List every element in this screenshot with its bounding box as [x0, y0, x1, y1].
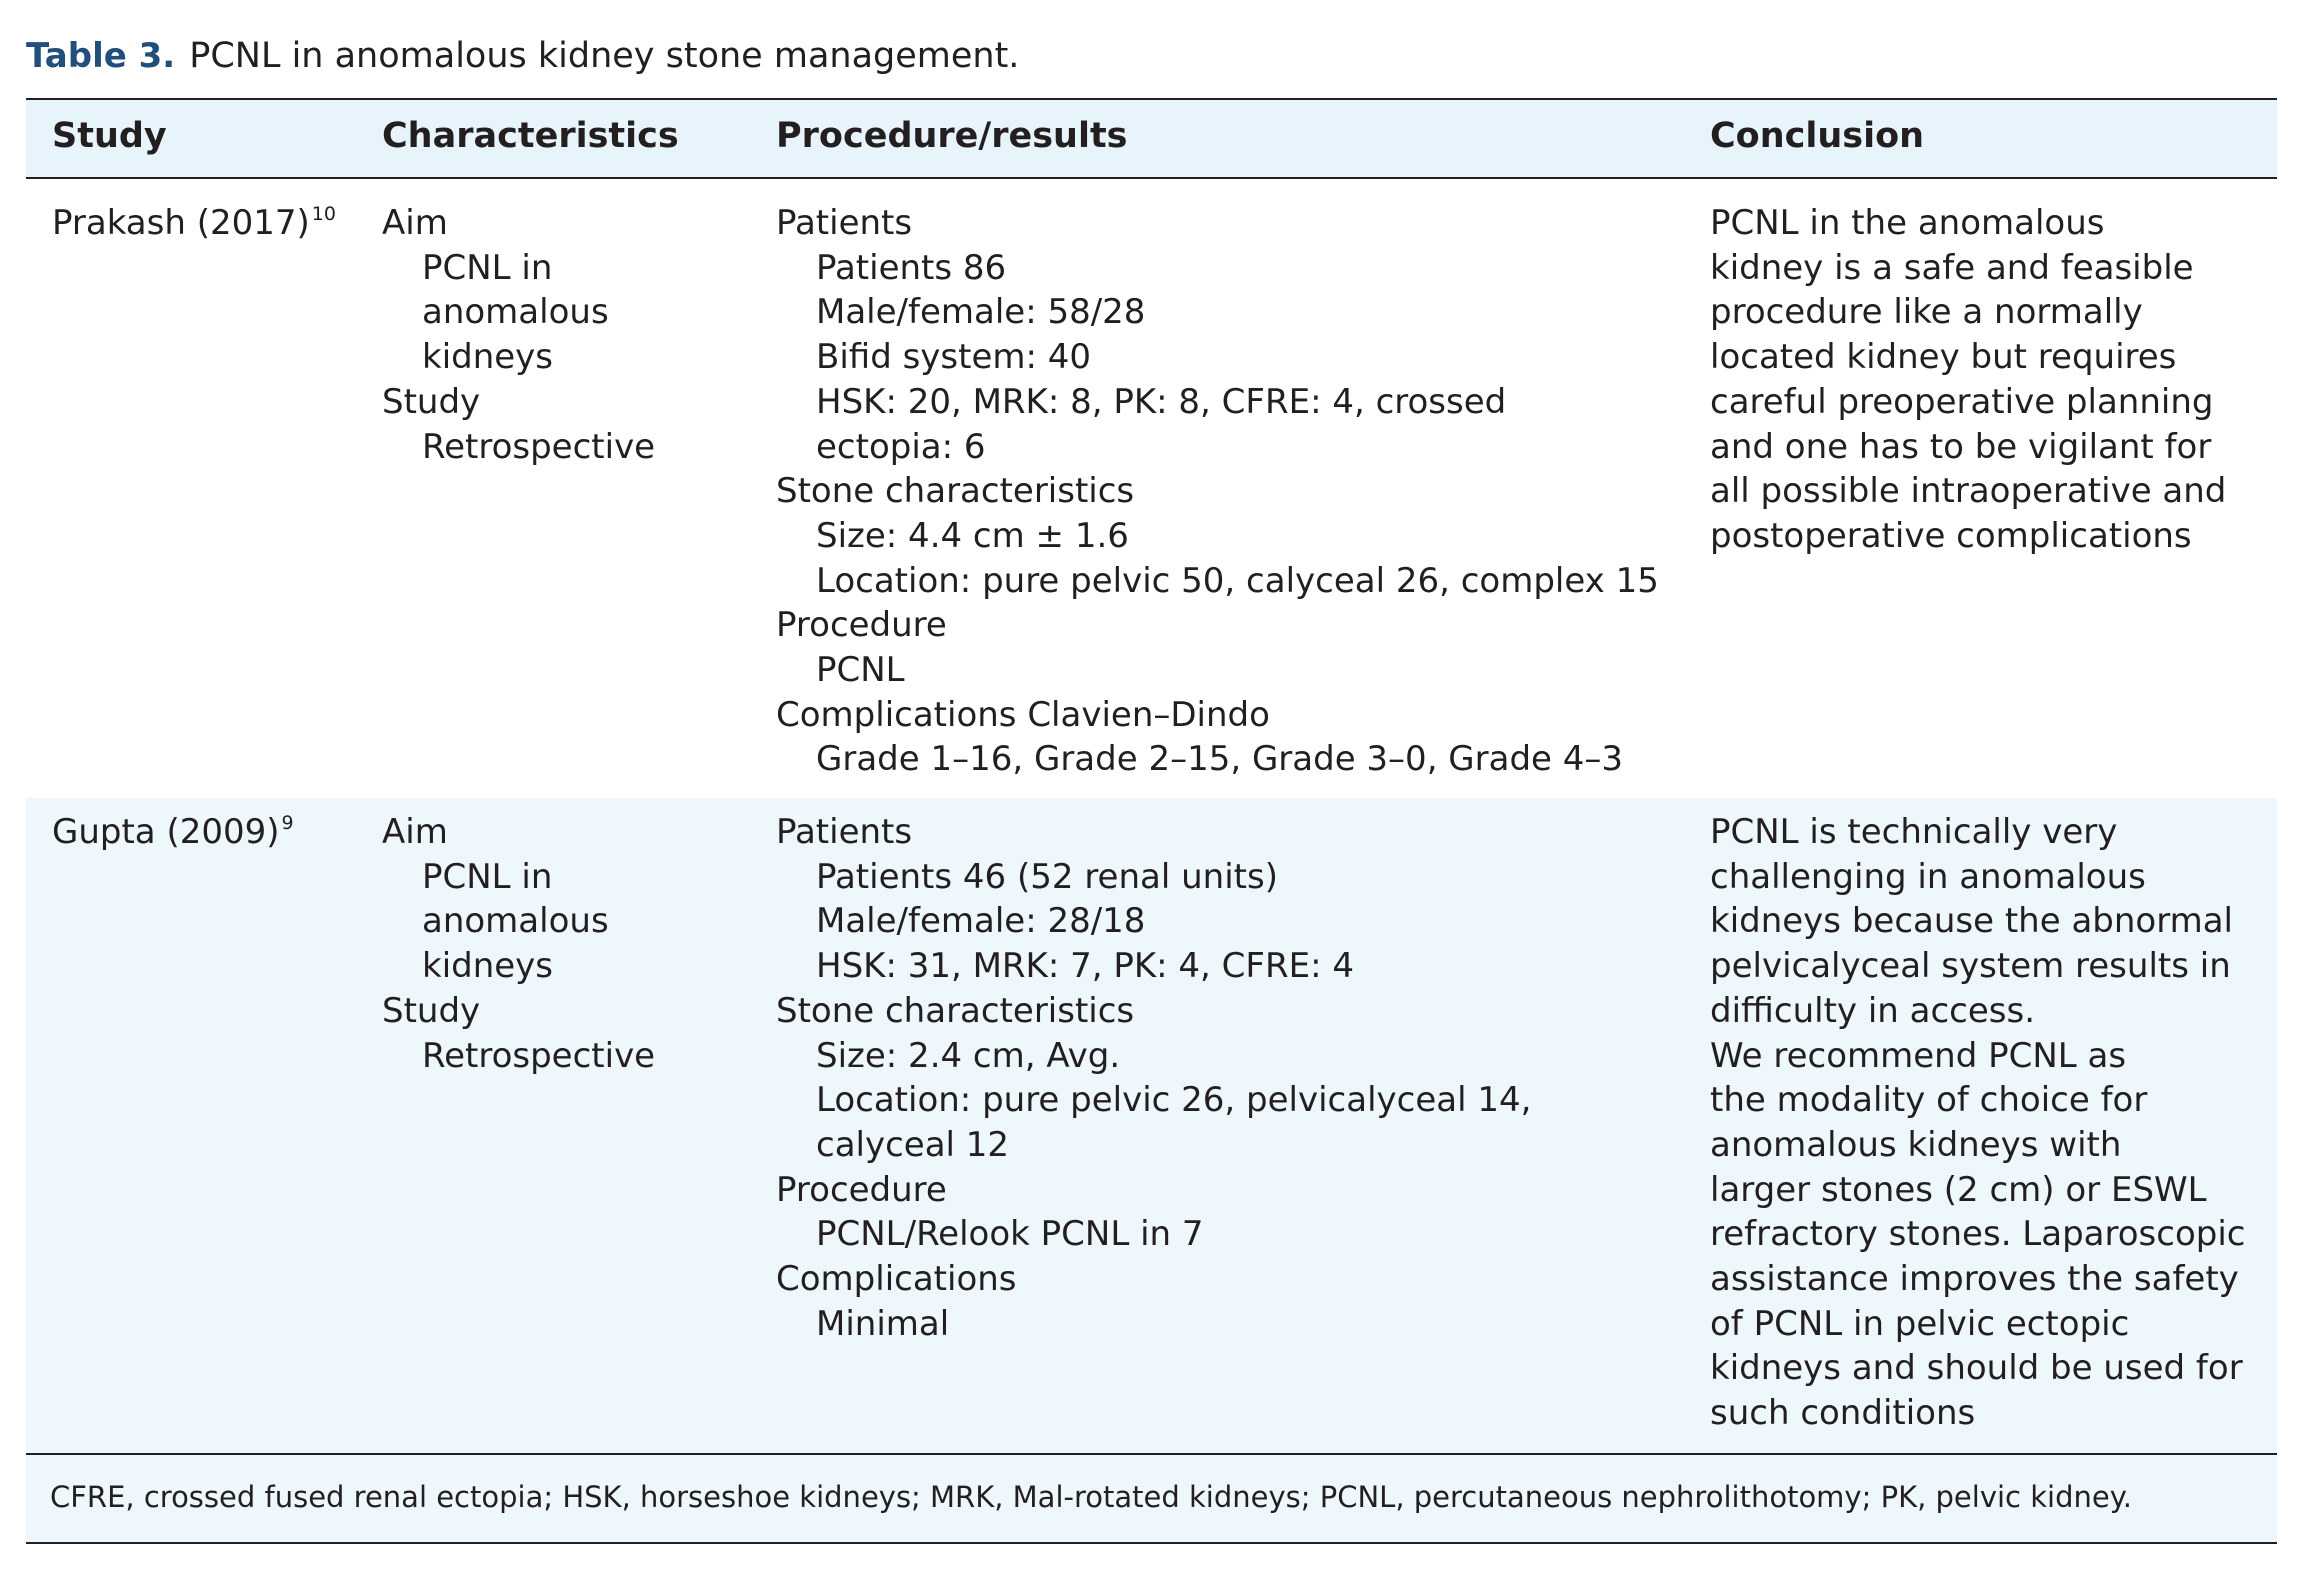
proc-line: Procedure	[776, 605, 947, 646]
footnote: CFRE, crossed fused renal ectopia; HSK, horseshoe kidneys; MRK, Mal-rotated kidneys; PCNL, percutaneous nephrolithotomy; PK, pelvic kidney.	[50, 1480, 2132, 1514]
concl-line: the modality of choice for	[1710, 1080, 2148, 1121]
proc-line: Location: pure pelvic 26, pelvicalyceal 14,	[816, 1080, 1532, 1121]
proc-line: Patients	[776, 203, 913, 243]
proc-line: PCNL/Relook PCNL in 7	[816, 1214, 1204, 1255]
header-study: Study	[52, 116, 167, 156]
char-line: PCNL in	[422, 247, 553, 288]
concl-line: careful preoperative planning	[1710, 381, 2214, 422]
proc-line: Complications Clavien–Dindo	[776, 694, 1270, 735]
concl-line: such conditions	[1710, 1393, 1976, 1434]
concl-line: PCNL in the anomalous	[1710, 203, 2105, 243]
reference-number: 9	[281, 812, 294, 834]
concl-line: pelvicalyceal system results in	[1710, 946, 2231, 987]
proc-line: HSK: 31, MRK: 7, PK: 4, CFRE: 4	[816, 946, 1354, 987]
char-line: Retrospective	[422, 1035, 656, 1076]
row-1-characteristics	[382, 201, 655, 469]
concl-line: assistance improves the safety	[1710, 1259, 2239, 1300]
row-1-conclusion	[1710, 201, 2226, 559]
concl-line: all possible intraoperative and	[1710, 471, 2227, 512]
char-line: PCNL in	[422, 856, 553, 897]
proc-line: Size: 4.4 cm ± 1.6	[816, 515, 1129, 556]
proc-line: Patients 86	[816, 247, 1007, 288]
proc-line: HSK: 20, MRK: 8, PK: 8, CFRE: 4, crossed	[816, 381, 1507, 422]
concl-line: postoperative complications	[1710, 515, 2192, 556]
proc-line: Patients 46 (52 renal units)	[816, 856, 1278, 897]
table-label: Table 3.	[26, 36, 176, 76]
reference-number: 10	[311, 203, 336, 225]
char-line: Aim	[382, 203, 448, 243]
proc-line: Male/female: 28/18	[816, 901, 1146, 942]
bottom-rule	[26, 1542, 2277, 1544]
concl-line: difficulty in access.	[1710, 990, 2036, 1031]
proc-line: Complications	[776, 1259, 1017, 1300]
char-line: Study	[382, 381, 481, 422]
row-1-procedure	[776, 201, 1659, 782]
concl-line: We recommend PCNL as	[1710, 1035, 2127, 1076]
concl-line: kidneys and should be used for	[1710, 1348, 2243, 1389]
study-name: Gupta (2009)	[52, 812, 280, 852]
proc-line: Minimal	[816, 1303, 950, 1344]
concl-line: PCNL is technically very	[1710, 812, 2118, 852]
row-2-characteristics	[382, 810, 655, 1078]
proc-line: Grade 1–16, Grade 2–15, Grade 3–0, Grade 4–3	[816, 739, 1624, 780]
row-2-conclusion	[1710, 810, 2245, 1436]
concl-line: larger stones (2 cm) or ESWL	[1710, 1169, 2207, 1210]
header-row	[26, 100, 2277, 178]
proc-line: calyceal 12	[816, 1124, 1010, 1165]
concl-line: anomalous kidneys with	[1710, 1124, 2122, 1165]
concl-line: kidneys because the abnormal	[1710, 901, 2233, 942]
proc-line: Size: 2.4 cm, Avg.	[816, 1035, 1121, 1076]
header-procedure: Procedure/results	[776, 116, 1128, 156]
table-caption	[26, 36, 1019, 76]
proc-line: Stone characteristics	[776, 471, 1135, 512]
char-line: kidneys	[422, 337, 554, 378]
row-1-study	[52, 201, 336, 246]
row-2-study	[52, 810, 294, 855]
char-line: Study	[382, 990, 481, 1031]
char-line: anomalous	[422, 901, 609, 942]
row-2-procedure	[776, 810, 1531, 1346]
proc-line: Stone characteristics	[776, 990, 1135, 1031]
table-title: PCNL in anomalous kidney stone management.	[189, 36, 1020, 76]
proc-line: Location: pure pelvic 50, calyceal 26, complex 15	[816, 560, 1659, 601]
study-name: Prakash (2017)	[52, 203, 310, 243]
concl-line: of PCNL in pelvic ectopic	[1710, 1303, 2130, 1344]
header-rule	[26, 177, 2277, 179]
header-characteristics: Characteristics	[382, 116, 679, 156]
char-line: anomalous	[422, 292, 609, 333]
proc-line: PCNL	[816, 650, 905, 691]
concl-line: challenging in anomalous	[1710, 856, 2146, 897]
footnote-rule	[26, 1453, 2277, 1455]
concl-line: procedure like a normally	[1710, 292, 2143, 333]
concl-line: refractory stones. Laparoscopic	[1710, 1214, 2246, 1255]
proc-line: ectopia: 6	[816, 426, 986, 467]
concl-line: and one has to be vigilant for	[1710, 426, 2212, 467]
proc-line: Procedure	[776, 1169, 947, 1210]
header-conclusion: Conclusion	[1710, 116, 1925, 156]
char-line: kidneys	[422, 946, 554, 987]
char-line: Aim	[382, 812, 448, 852]
concl-line: located kidney but requires	[1710, 337, 2177, 378]
proc-line: Bifid system: 40	[816, 337, 1092, 378]
proc-line: Male/female: 58/28	[816, 292, 1146, 333]
proc-line: Patients	[776, 812, 913, 852]
char-line: Retrospective	[422, 426, 656, 467]
concl-line: kidney is a safe and feasible	[1710, 247, 2194, 288]
